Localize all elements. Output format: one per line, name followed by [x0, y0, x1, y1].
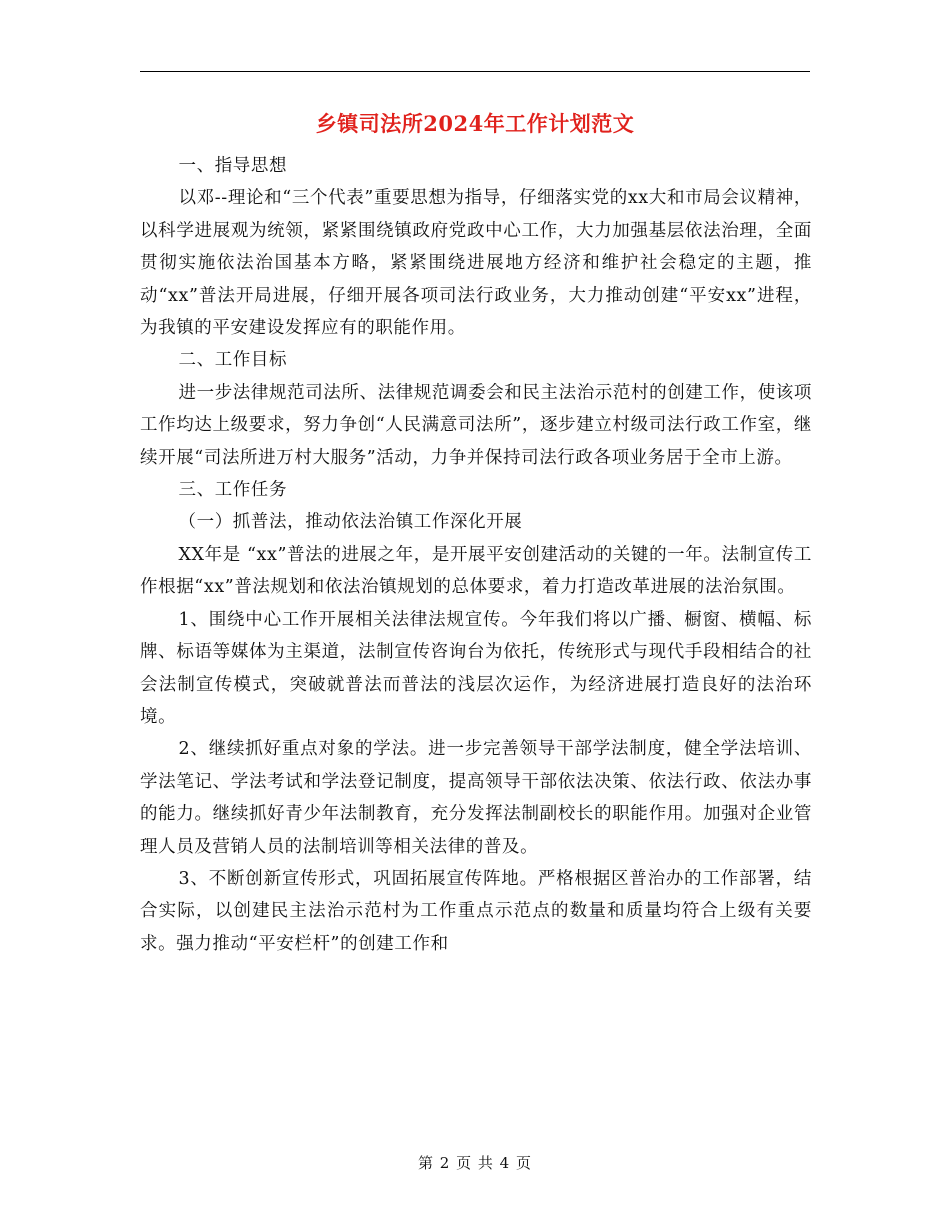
document-body — [140, 150, 812, 960]
section-heading: 二、工作目标 — [178, 350, 288, 371]
section-heading: 一、指导思想 — [178, 156, 288, 176]
subsection-heading: （一）抓普法，推动依法治镇工作深化开展 — [178, 512, 523, 533]
paragraph: XX年是 “xx”普法的进展之年，是开展平安创建活动的关键的一年。法制宣传工作根据“xx”普法规划和依法治镇规划的总体要求，着力打造改革进展的法治氛围。 — [140, 544, 812, 598]
paragraph: 1、围绕中心工作开展相关法律法规宣传。今年我们将以广播、橱窗、横幅、标牌、标语等媒体为主渠道，法制宣传咨询台为依托，传统形式与现代手段相结合的社会法制宣传模式，突破就普法而普法的浅层次运作，为经济进展打造良好的法治环境。 — [140, 609, 812, 727]
paragraph: 进一步法律规范司法所、法律规范调委会和民主法治示范村的创建工作，使该项工作均达上级要求，努力争创“人民满意司法所”，逐步建立村级司法行政工作室，继续开展“司法所进万村大服务”活动，力争并保持司法行政各项业务居于全市上游。 — [140, 382, 812, 468]
paragraph: 2、继续抓好重点对象的学法。进一步完善领导干部学法制度，健全学法培训、学法笔记、学法考试和学法登记制度，提高领导干部依法决策、依法行政、依法办事的能力。继续抓好青少年法制教育，充分发挥法制副校长的职能作用。加强对企业管理人员及营销人员的法制培训等相关法律的普及。 — [140, 739, 812, 857]
section-heading: 三、工作任务 — [178, 480, 288, 501]
document-title: 乡镇司法所2024年工作计划范文 — [315, 111, 635, 136]
paragraph: 以邓--理论和“三个代表”重要思想为指导，仔细落实党的xx大和市局会议精神，以科学进展观为统领，紧紧围绕镇政府党政中心工作，大力加强基层依法治理，全面贯彻实施依法治国基本方略，紧紧围绕进展地方经济和维护社会稳定的主题，推动“xx”普法开局进展，仔细开展各项司法行政业务，大力推动创建“平安xx”进程，为我镇的平安建设发挥应有的职能作用。 — [140, 188, 812, 339]
paragraph: 3、不断创新宣传形式，巩固拓展宣传阵地。严格根据区普治办的工作部署，结合实际，以创建民主法治示范村为工作重点示范点的数量和质量均符合上级有关要求。强力推动“平安栏杆”的创建工作和 — [140, 868, 812, 954]
header-rule — [140, 71, 810, 72]
page-footer: 第 2 页 共 4 页 — [418, 1154, 532, 1172]
